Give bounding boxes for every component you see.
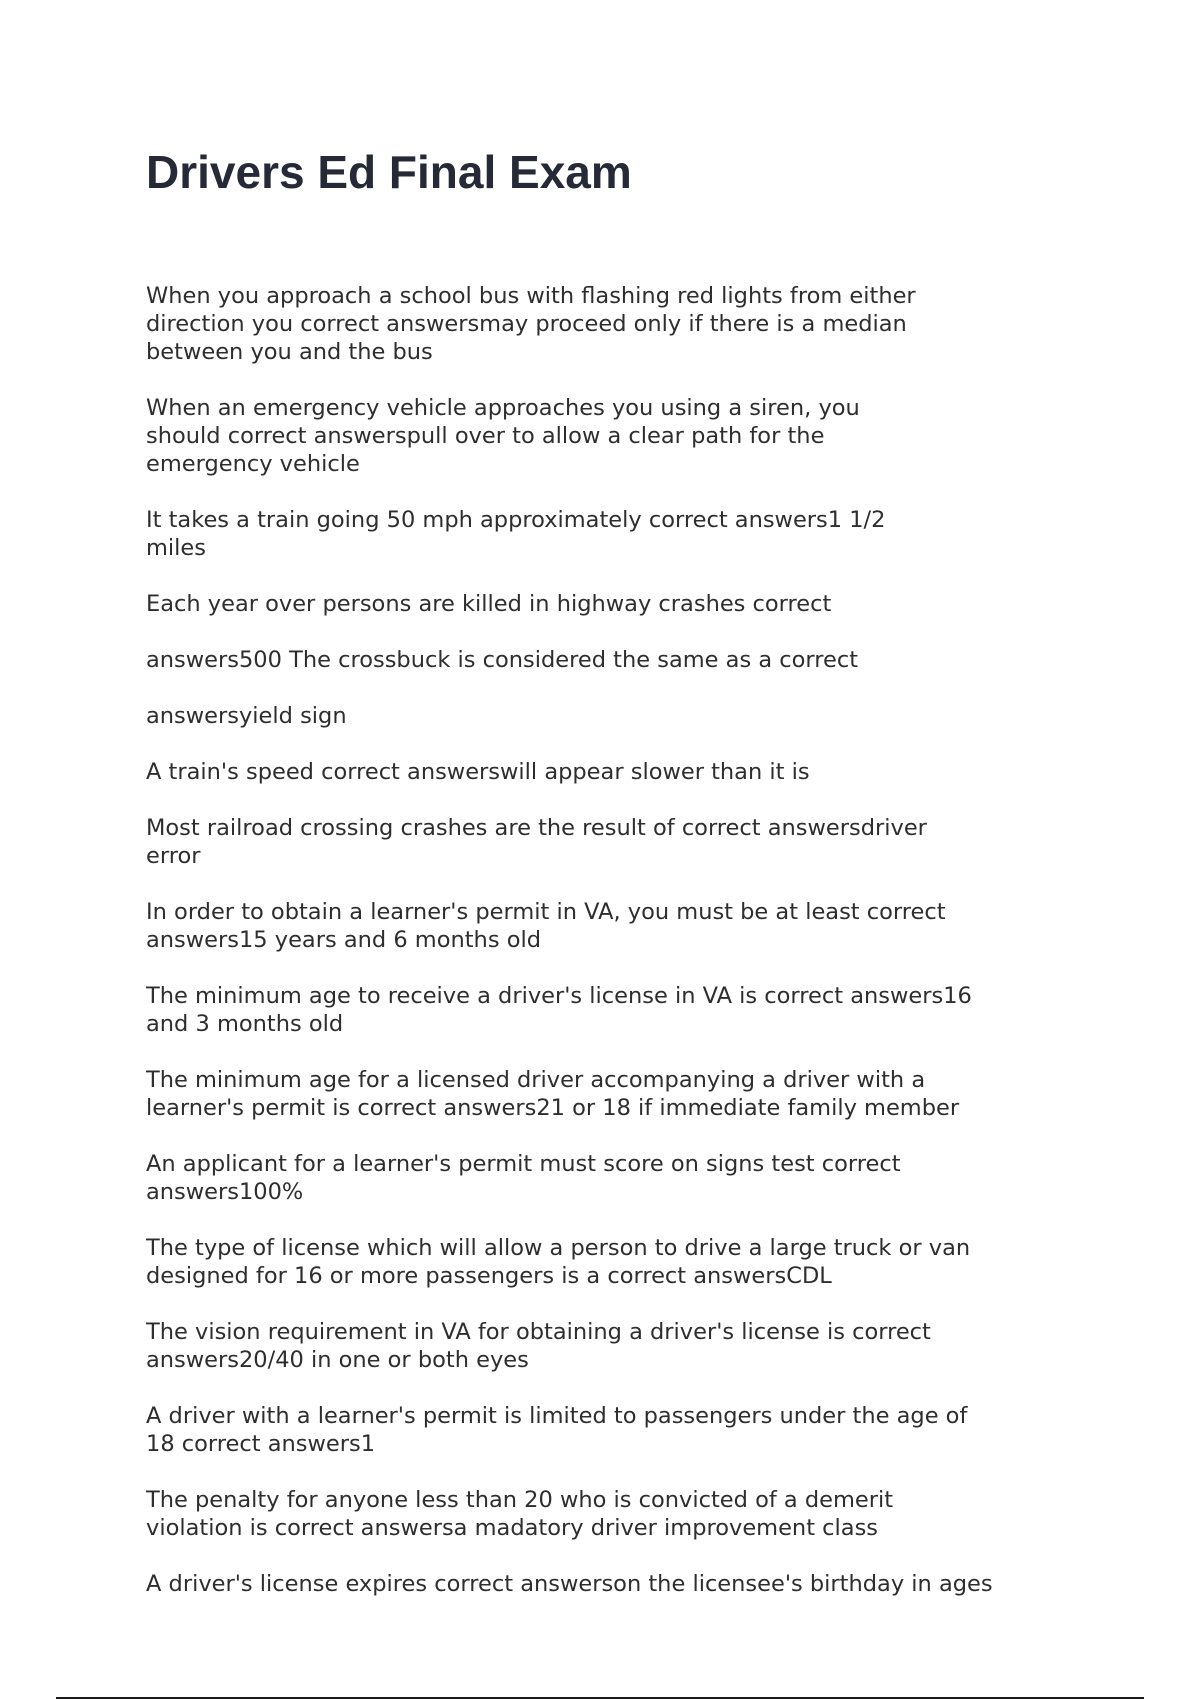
question-answer-paragraph: When an emergency vehicle approaches you using a siren, you should correct answerspull over to allow a clear path for the emergency vehicle bbox=[146, 395, 860, 477]
question-answer-paragraph: A driver's license expires correct answerson the licensee's birthday in ages bbox=[146, 1571, 993, 1597]
question-answer-paragraph: An applicant for a learner's permit must score on signs test correct answers100% bbox=[146, 1151, 901, 1205]
question-answer-paragraph: It takes a train going 50 mph approximately correct answers1 1/2 miles bbox=[146, 507, 886, 561]
question-answer-paragraph: answersyield sign bbox=[146, 703, 347, 729]
question-answer-paragraph: Most railroad crossing crashes are the result of correct answersdriver error bbox=[146, 815, 927, 869]
question-answer-paragraph: The minimum age to receive a driver's license in VA is correct answers16 and 3 months old bbox=[146, 983, 972, 1037]
question-answer-paragraph: A train's speed correct answerswill appear slower than it is bbox=[146, 759, 810, 785]
question-answer-paragraph: The minimum age for a licensed driver accompanying a driver with a learner's permit is correct answers21 or 18 if immediate family member bbox=[146, 1067, 960, 1121]
question-answer-paragraph: The penalty for anyone less than 20 who is convicted of a demerit violation is correct answersa madatory driver improvement class bbox=[146, 1487, 894, 1541]
question-answer-paragraph: The vision requirement in VA for obtaining a driver's license is correct answers20/40 in one or both eyes bbox=[146, 1319, 931, 1373]
question-answer-paragraph: answers500 The crossbuck is considered the same as a correct bbox=[146, 647, 859, 673]
question-answer-paragraph: Each year over persons are killed in highway crashes correct bbox=[146, 591, 832, 617]
page-title: Drivers Ed Final Exam bbox=[146, 146, 632, 198]
question-answer-paragraph: When you approach a school bus with flashing red lights from either direction you correct answersmay proceed only if there is a median between you and the bus bbox=[146, 283, 916, 365]
question-answer-paragraph: The type of license which will allow a person to drive a large truck or van designed for 16 or more passengers is a correct answersCDL bbox=[146, 1235, 971, 1289]
footer-divider bbox=[56, 1697, 1144, 1699]
question-answer-paragraph: A driver with a learner's permit is limited to passengers under the age of 18 correct answers1 bbox=[146, 1403, 968, 1457]
question-answer-paragraph: In order to obtain a learner's permit in VA, you must be at least correct answers15 years and 6 months old bbox=[146, 899, 946, 953]
document-body bbox=[146, 282, 1106, 1600]
